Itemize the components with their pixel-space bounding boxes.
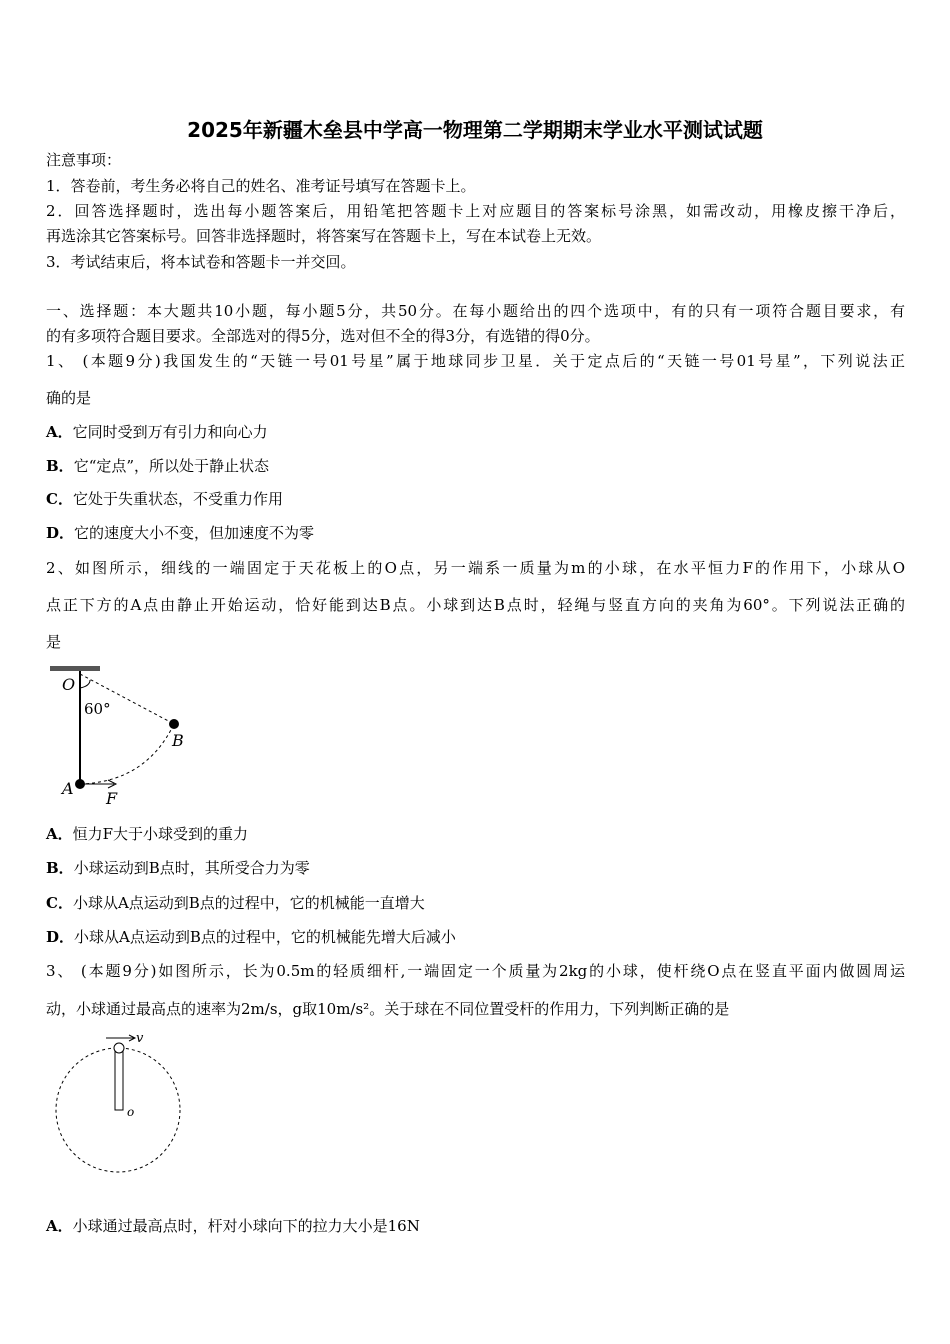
option-key: C． (46, 894, 73, 912)
label-angle: 60° (84, 700, 111, 718)
option-text: 它处于失重状态，不受重力作用 (72, 490, 283, 508)
option-text: 它“定点”，所以处于静止状态 (73, 457, 270, 475)
q2-option-b (46, 858, 310, 878)
q2-option-c (46, 893, 425, 913)
angle-arc (80, 680, 90, 688)
q1-option-b (46, 456, 269, 476)
rod-circle-figure (50, 1030, 190, 1180)
q1-option-a (46, 422, 268, 442)
option-text: 小球从A点运动到B点的过程中，它的机械能一直增大 (72, 894, 425, 912)
question-2-stem: 点正下方的A点由静止开始运动，恰好能到达B点。小球到达B点时，轻绳与竖直方向的夹角为60°。下列说法正确的 (46, 596, 905, 614)
label-o: O (62, 675, 76, 694)
question-2-stem: 是 (46, 633, 62, 651)
ball-b (169, 719, 179, 729)
option-key: B． (46, 859, 74, 877)
q1-option-d (46, 523, 314, 543)
q2-option-d (46, 927, 456, 947)
option-text: 它的速度大小不变，但加速度不为零 (74, 524, 315, 542)
option-key: B． (46, 457, 74, 475)
option-key: A． (46, 825, 73, 843)
question-1-stem: 1、 (本题9分)我国发生的“天链一号01号星”属于地球同步卫星．关于定点后的“天链一号01号星”，下列说法正 (46, 352, 905, 370)
question-3-stem: 动，小球通过最高点的速率为2m/s，g取10m/s²。关于球在不同位置受杆的作用力，下列判断正确的是 (46, 1000, 730, 1018)
label-v: v (136, 1031, 144, 1046)
q1-option-c (46, 489, 283, 509)
notice-item: 3．考试结束后，将本试卷和答题卡一并交回。 (46, 253, 356, 271)
label-o: o (127, 1105, 135, 1119)
option-key: A． (46, 1217, 73, 1235)
q2-option-a (46, 824, 248, 844)
rod (115, 1048, 123, 1110)
option-text: 它同时受到万有引力和向心力 (72, 423, 268, 441)
option-key: C． (46, 490, 73, 508)
question-1-stem: 确的是 (46, 389, 92, 407)
notice-heading: 注意事项： (46, 151, 122, 169)
ceiling (50, 666, 100, 671)
question-2-stem: 2、如图所示，细线的一端固定于天花板上的O点，另一端系一质量为m的小球，在水平恒力F的作用下，小球从O (46, 559, 905, 577)
option-text: 恒力F大于小球受到的重力 (72, 825, 249, 843)
ball (114, 1043, 124, 1053)
option-key: D． (46, 524, 75, 542)
pendulum-figure (46, 662, 196, 812)
option-text: 小球从A点运动到B点的过程中，它的机械能先增大后减小 (74, 928, 456, 946)
option-key: A． (46, 423, 73, 441)
section-instructions: 的有多项符合题目要求。全部选对的得5分，选对但不全的得3分，有选错的得0分。 (46, 327, 600, 345)
option-text: 小球运动到B点时，其所受合力为零 (73, 859, 310, 877)
section-instructions: 一、选择题：本大题共10小题，每小题5分，共50分。在每小题给出的四个选项中，有的只有一项符合题目要求，有 (46, 302, 905, 320)
label-f: F (106, 789, 118, 808)
question-3-stem: 3、 (本题9分)如图所示，长为0.5m的轻质细杆,一端固定一个质量为2kg的小球，使杆绕O点在竖直平面内做圆周运 (46, 962, 905, 980)
notice-item: 2．回答选择题时，选出每小题答案后，用铅笔把答题卡上对应题目的答案标号涂黑，如需改动，用橡皮擦干净后， (46, 202, 905, 220)
arc-path (80, 724, 174, 784)
option-text: 小球通过最高点时，杆对小球向下的拉力大小是16N (72, 1217, 420, 1235)
label-b: B (172, 731, 184, 750)
notice-item: 1．答卷前，考生务必将自己的姓名、准考证号填写在答题卡上。 (46, 177, 476, 195)
notice-item: 再选涂其它答案标号。回答非选择题时，将答案写在答题卡上，写在本试卷上无效。 (46, 227, 602, 245)
label-a: A (62, 779, 74, 798)
q3-option-a (46, 1216, 420, 1236)
page-title: 2025年新疆木垒县中学高一物理第二学期期末学业水平测试试题 (187, 118, 763, 142)
option-key: D． (46, 928, 75, 946)
